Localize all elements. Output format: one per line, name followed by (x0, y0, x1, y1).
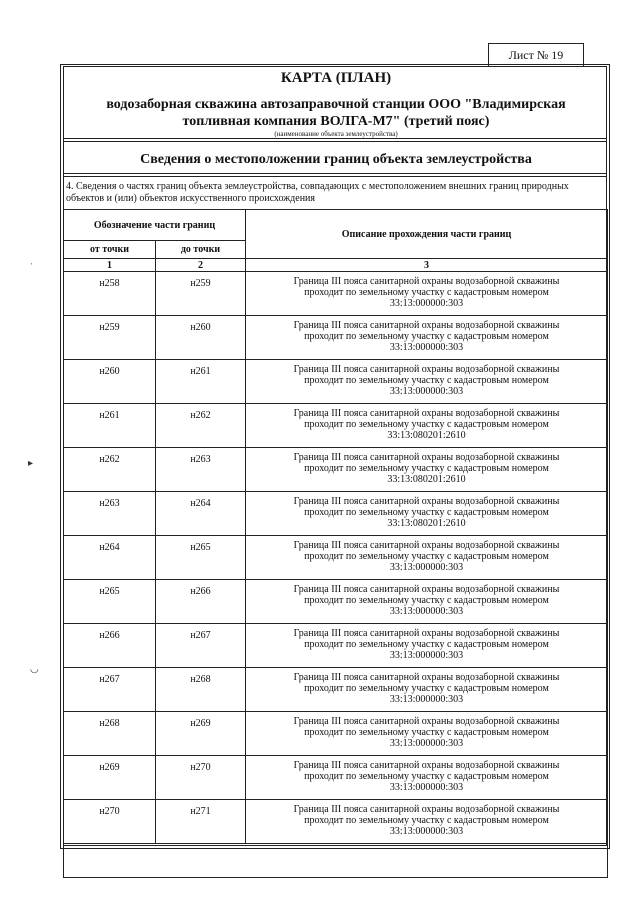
description-line-2: проходит по земельному участку с кадастровым номером (304, 507, 549, 518)
from-point-cell: н263 (64, 492, 156, 536)
description-line-2: проходит по земельному участку с кадастровым номером (304, 375, 549, 386)
scan-mark: ◡ (30, 664, 39, 675)
subtitle-line-2: топливная компания ВОЛГА-М7" (третий пояс) (182, 114, 490, 129)
description-cell (246, 536, 608, 580)
from-point-cell: н264 (64, 536, 156, 580)
divider (63, 141, 607, 142)
description-line-2: проходит по земельному участку с кадастровым номером (304, 419, 549, 430)
cadastral-number: 33:13:000000:303 (389, 562, 464, 573)
table-row (64, 712, 608, 756)
table-row (64, 272, 608, 316)
to-point-cell: н263 (156, 448, 246, 492)
description-line-2: проходит по земельному участку с кадастровым номером (304, 551, 549, 562)
description-line-1: Граница III пояса санитарной охраны водозаборной скважины (293, 760, 560, 771)
header-description: Описание прохождения части границ (246, 210, 608, 259)
description-cell (246, 668, 608, 712)
table-row (64, 624, 608, 668)
description-cell (246, 404, 608, 448)
cadastral-number: 33:13:000000:303 (389, 650, 464, 661)
description-cell (246, 624, 608, 668)
cadastral-number: 33:13:000000:303 (389, 606, 464, 617)
description-cell (246, 492, 608, 536)
description-line-1: Граница III пояса санитарной охраны водозаборной скважины (293, 320, 560, 331)
divider (63, 138, 607, 139)
column-number-2: 2 (156, 259, 246, 272)
table-row (64, 800, 608, 844)
description-line-1: Граница III пояса санитарной охраны водозаборной скважины (293, 584, 560, 595)
cadastral-number: 33:13:080201:2610 (387, 518, 466, 529)
table-row (64, 492, 608, 536)
description-line-1: Граница III пояса санитарной охраны водозаборной скважины (293, 452, 560, 463)
table-row (64, 580, 608, 624)
column-number-3: 3 (246, 259, 608, 272)
description-cell (246, 272, 608, 316)
divider (63, 173, 607, 174)
description-line-1: Граница III пояса санитарной охраны водозаборной скважины (293, 628, 560, 639)
scan-mark: ▸ (28, 458, 34, 469)
section-note: 4. Сведения о частях границ объекта землеустройства, совпадающих с местоположением внешних границ природных объектов и (или) объектов искусственного происхождения (66, 181, 569, 204)
empty-cell (64, 844, 608, 878)
from-point-cell: н262 (64, 448, 156, 492)
from-point-cell: н261 (64, 404, 156, 448)
cadastral-number: 33:13:080201:2610 (387, 474, 466, 485)
description-cell (246, 800, 608, 844)
document-subtitle (66, 96, 606, 130)
table-row (64, 668, 608, 712)
header-to-point: до точки (156, 241, 246, 259)
cadastral-number: 33:13:080201:2610 (387, 430, 466, 441)
description-line-1: Граница III пояса санитарной охраны водозаборной скважины (293, 716, 560, 727)
to-point-cell: н265 (156, 536, 246, 580)
description-line-1: Граница III пояса санитарной охраны водозаборной скважины (293, 276, 560, 287)
description-line-2: проходит по земельному участку с кадастровым номером (304, 683, 549, 694)
from-point-cell: н259 (64, 316, 156, 360)
document-title: КАРТА (ПЛАН) (280, 70, 392, 86)
to-point-cell: н271 (156, 800, 246, 844)
divider (63, 176, 607, 177)
cadastral-number: 33:13:000000:303 (389, 738, 464, 749)
table-row (64, 404, 608, 448)
to-point-cell: н267 (156, 624, 246, 668)
table-row (64, 536, 608, 580)
cadastral-number: 33:13:000000:303 (389, 826, 464, 837)
sheet-number-label: Лист № 19 (488, 43, 584, 67)
column-number-1: 1 (64, 259, 156, 272)
description-cell (246, 756, 608, 800)
to-point-cell: н259 (156, 272, 246, 316)
description-cell (246, 316, 608, 360)
description-line-1: Граница III пояса санитарной охраны водозаборной скважины (293, 804, 560, 815)
cadastral-number: 33:13:000000:303 (389, 342, 464, 353)
table-row-empty (64, 844, 608, 878)
from-point-cell: н258 (64, 272, 156, 316)
cadastral-number: 33:13:000000:303 (389, 694, 464, 705)
to-point-cell: н269 (156, 712, 246, 756)
description-cell (246, 448, 608, 492)
description-cell (246, 580, 608, 624)
from-point-cell: н260 (64, 360, 156, 404)
to-point-cell: н260 (156, 316, 246, 360)
to-point-cell: н266 (156, 580, 246, 624)
header-from-point: от точки (64, 241, 156, 259)
from-point-cell: н267 (64, 668, 156, 712)
to-point-cell: н264 (156, 492, 246, 536)
cadastral-number: 33:13:000000:303 (389, 386, 464, 397)
scan-mark: ˈ (30, 262, 34, 273)
description-line-2: проходит по земельному участку с кадастровым номером (304, 815, 549, 826)
description-line-1: Граница III пояса санитарной охраны водозаборной скважины (293, 540, 560, 551)
description-line-2: проходит по земельному участку с кадастровым номером (304, 463, 549, 474)
cadastral-number: 33:13:000000:303 (389, 298, 464, 309)
description-line-1: Граница III пояса санитарной охраны водозаборной скважины (293, 496, 560, 507)
description-line-2: проходит по земельному участку с кадастровым номером (304, 287, 549, 298)
table-row (64, 316, 608, 360)
header-boundary-part: Обозначение части границ (64, 210, 246, 241)
to-point-cell: н262 (156, 404, 246, 448)
description-line-2: проходит по земельному участку с кадастровым номером (304, 331, 549, 342)
subtitle-line-1: водозаборная скважина автозаправочной станции ООО "Владимирская (106, 97, 566, 112)
description-line-1: Граница III пояса санитарной охраны водозаборной скважины (293, 364, 560, 375)
section-title: Сведения о местоположении границ объекта землеустройства (140, 152, 532, 167)
boundary-parts-table (63, 209, 608, 878)
to-point-cell: н270 (156, 756, 246, 800)
description-cell (246, 360, 608, 404)
description-line-2: проходит по земельному участку с кадастровым номером (304, 771, 549, 782)
from-point-cell: н269 (64, 756, 156, 800)
description-line-1: Граница III пояса санитарной охраны водозаборной скважины (293, 408, 560, 419)
from-point-cell: н265 (64, 580, 156, 624)
description-cell (246, 712, 608, 756)
table-row (64, 448, 608, 492)
cadastral-number: 33:13:000000:303 (389, 782, 464, 793)
description-line-2: проходит по земельному участку с кадастровым номером (304, 727, 549, 738)
description-line-1: Граница III пояса санитарной охраны водозаборной скважины (293, 672, 560, 683)
from-point-cell: н266 (64, 624, 156, 668)
table-row (64, 756, 608, 800)
to-point-cell: н268 (156, 668, 246, 712)
description-line-2: проходит по земельному участку с кадастровым номером (304, 639, 549, 650)
table-row (64, 360, 608, 404)
from-point-cell: н270 (64, 800, 156, 844)
to-point-cell: н261 (156, 360, 246, 404)
description-line-2: проходит по земельному участку с кадастровым номером (304, 595, 549, 606)
subtitle-caption: (наименование объекта землеустройства) (274, 130, 398, 138)
from-point-cell: н268 (64, 712, 156, 756)
